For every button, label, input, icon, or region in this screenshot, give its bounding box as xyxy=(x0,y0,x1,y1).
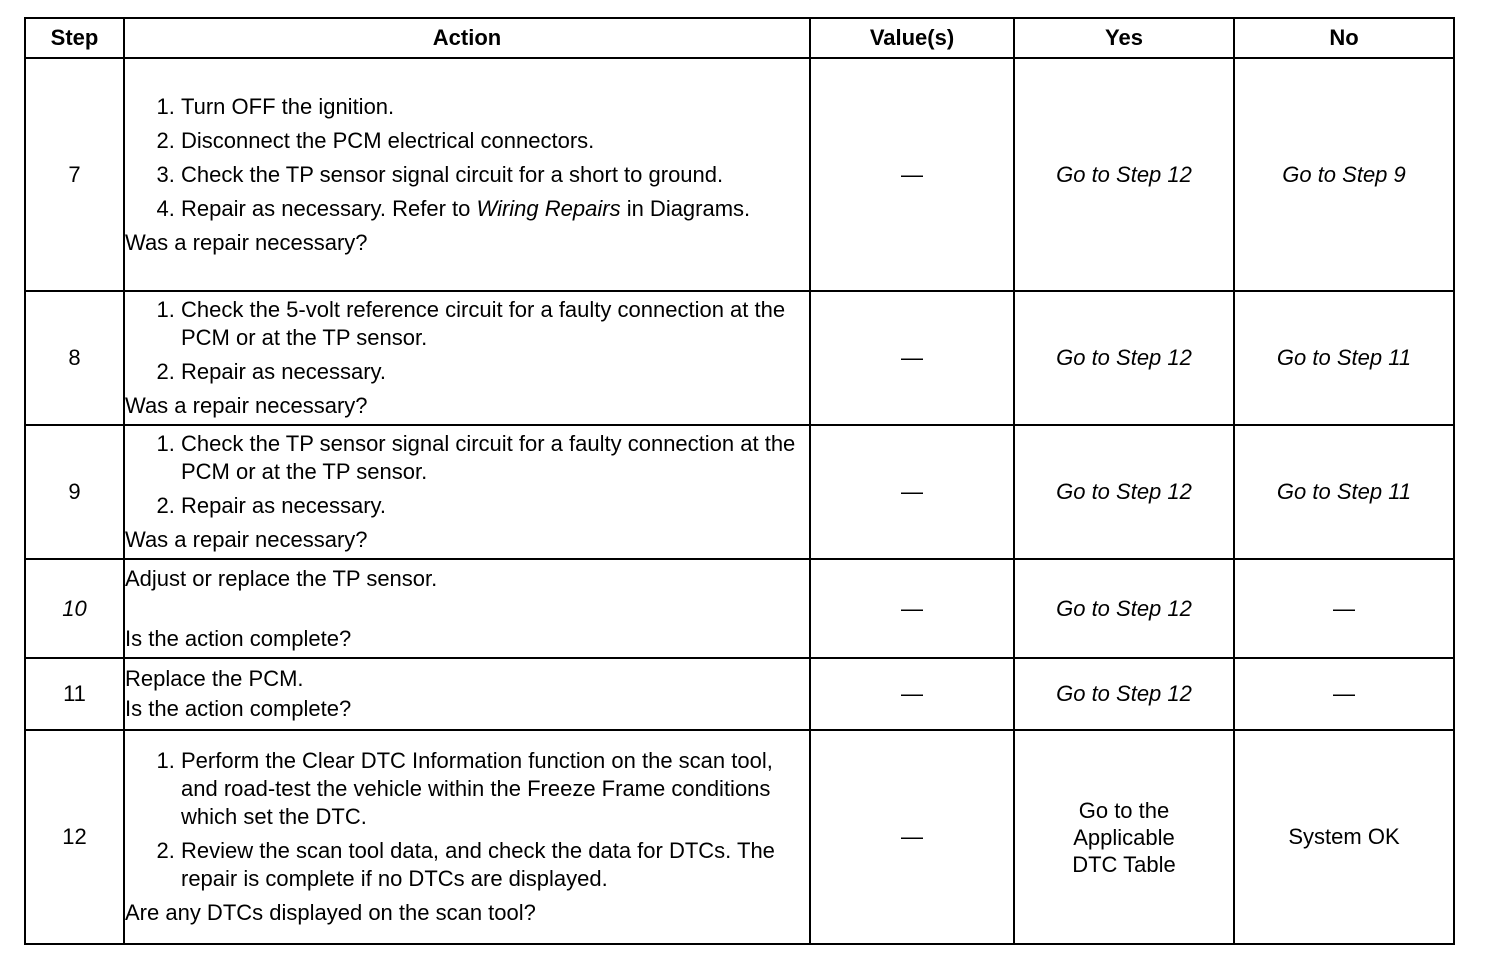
action-item: 2. Repair as necessary. xyxy=(181,358,809,386)
value-cell: — xyxy=(810,58,1014,291)
action-cell xyxy=(124,658,810,730)
yes-cell xyxy=(1014,730,1234,944)
header-value: Value(s) xyxy=(810,18,1014,58)
no-cell: — xyxy=(1234,559,1454,658)
table-row xyxy=(25,58,1454,291)
yes-cell: Go to Step 12 xyxy=(1014,58,1234,291)
yes-cell: Go to Step 12 xyxy=(1014,559,1234,658)
action-item: 1. Check the 5-volt reference circuit for a faulty connection at the PCM or at the TP sensor. xyxy=(181,296,809,352)
action-cell xyxy=(124,291,810,425)
yes-line: Applicable xyxy=(1073,824,1175,850)
action-question: Was a repair necessary? xyxy=(125,393,368,418)
action-item: 2. Review the scan tool data, and check the data for DTCs. The repair is complete if no DTCs are displayed. xyxy=(181,837,809,893)
header-row xyxy=(25,18,1454,58)
no-cell: — xyxy=(1234,658,1454,730)
value-cell: — xyxy=(810,658,1014,730)
yes-cell: Go to Step 12 xyxy=(1014,658,1234,730)
table-row xyxy=(25,730,1454,944)
table-row xyxy=(25,658,1454,730)
action-item-text: Repair as necessary. Refer to xyxy=(181,195,477,221)
diagnostic-table xyxy=(24,17,1455,945)
action-cell xyxy=(124,58,810,291)
action-question: Are any DTCs displayed on the scan tool? xyxy=(125,900,536,925)
table-row xyxy=(25,425,1454,559)
no-cell: Go to Step 11 xyxy=(1234,291,1454,425)
step-number: 11 xyxy=(25,658,124,730)
value-cell: — xyxy=(810,730,1014,944)
action-item: 1. Perform the Clear DTC Information function on the scan tool, and road-test the vehicle within the Freeze Frame conditions which set the DTC. xyxy=(181,747,809,831)
step-number: 8 xyxy=(25,291,124,425)
action-item: 1. Turn OFF the ignition. xyxy=(181,93,809,121)
value-cell: — xyxy=(810,291,1014,425)
step-number: 9 xyxy=(25,425,124,559)
action-cell xyxy=(124,730,810,944)
yes-line: Go to the xyxy=(1078,797,1170,823)
yes-cell: Go to Step 12 xyxy=(1014,425,1234,559)
wiring-repairs-reference: Wiring Repairs xyxy=(476,195,621,221)
action-item-text: in Diagrams. xyxy=(620,195,751,221)
no-cell: Go to Step 9 xyxy=(1234,58,1454,291)
table-row xyxy=(25,559,1454,658)
header-action: Action xyxy=(124,18,810,58)
header-step: Step xyxy=(25,18,124,58)
action-cell xyxy=(124,425,810,559)
no-cell: System OK xyxy=(1234,730,1454,944)
action-cell xyxy=(124,559,810,658)
step-number: 7 xyxy=(25,58,124,291)
action-item: 1. Check the TP sensor signal circuit for a faulty connection at the PCM or at the TP sensor. xyxy=(181,430,809,486)
value-cell: — xyxy=(810,425,1014,559)
table-row xyxy=(25,291,1454,425)
action-question: Is the action complete? xyxy=(125,696,352,721)
action-question: Was a repair necessary? xyxy=(125,527,368,552)
header-yes: Yes xyxy=(1014,18,1234,58)
yes-cell: Go to Step 12 xyxy=(1014,291,1234,425)
action-item: 2. Repair as necessary. xyxy=(181,492,809,520)
action-item xyxy=(181,195,809,223)
step-number: 10 xyxy=(25,559,124,658)
action-item: 2. Disconnect the PCM electrical connectors. xyxy=(181,127,809,155)
no-cell: Go to Step 11 xyxy=(1234,425,1454,559)
yes-line: DTC Table xyxy=(1072,851,1176,877)
value-cell: — xyxy=(810,559,1014,658)
step-number: 12 xyxy=(25,730,124,944)
action-text: Adjust or replace the TP sensor. xyxy=(125,565,438,591)
action-question: Was a repair necessary? xyxy=(125,229,368,255)
header-no: No xyxy=(1234,18,1454,58)
action-text: Replace the PCM. xyxy=(125,666,304,691)
action-question: Is the action complete? xyxy=(125,625,352,651)
action-item: 3. Check the TP sensor signal circuit for a short to ground. xyxy=(181,161,809,189)
